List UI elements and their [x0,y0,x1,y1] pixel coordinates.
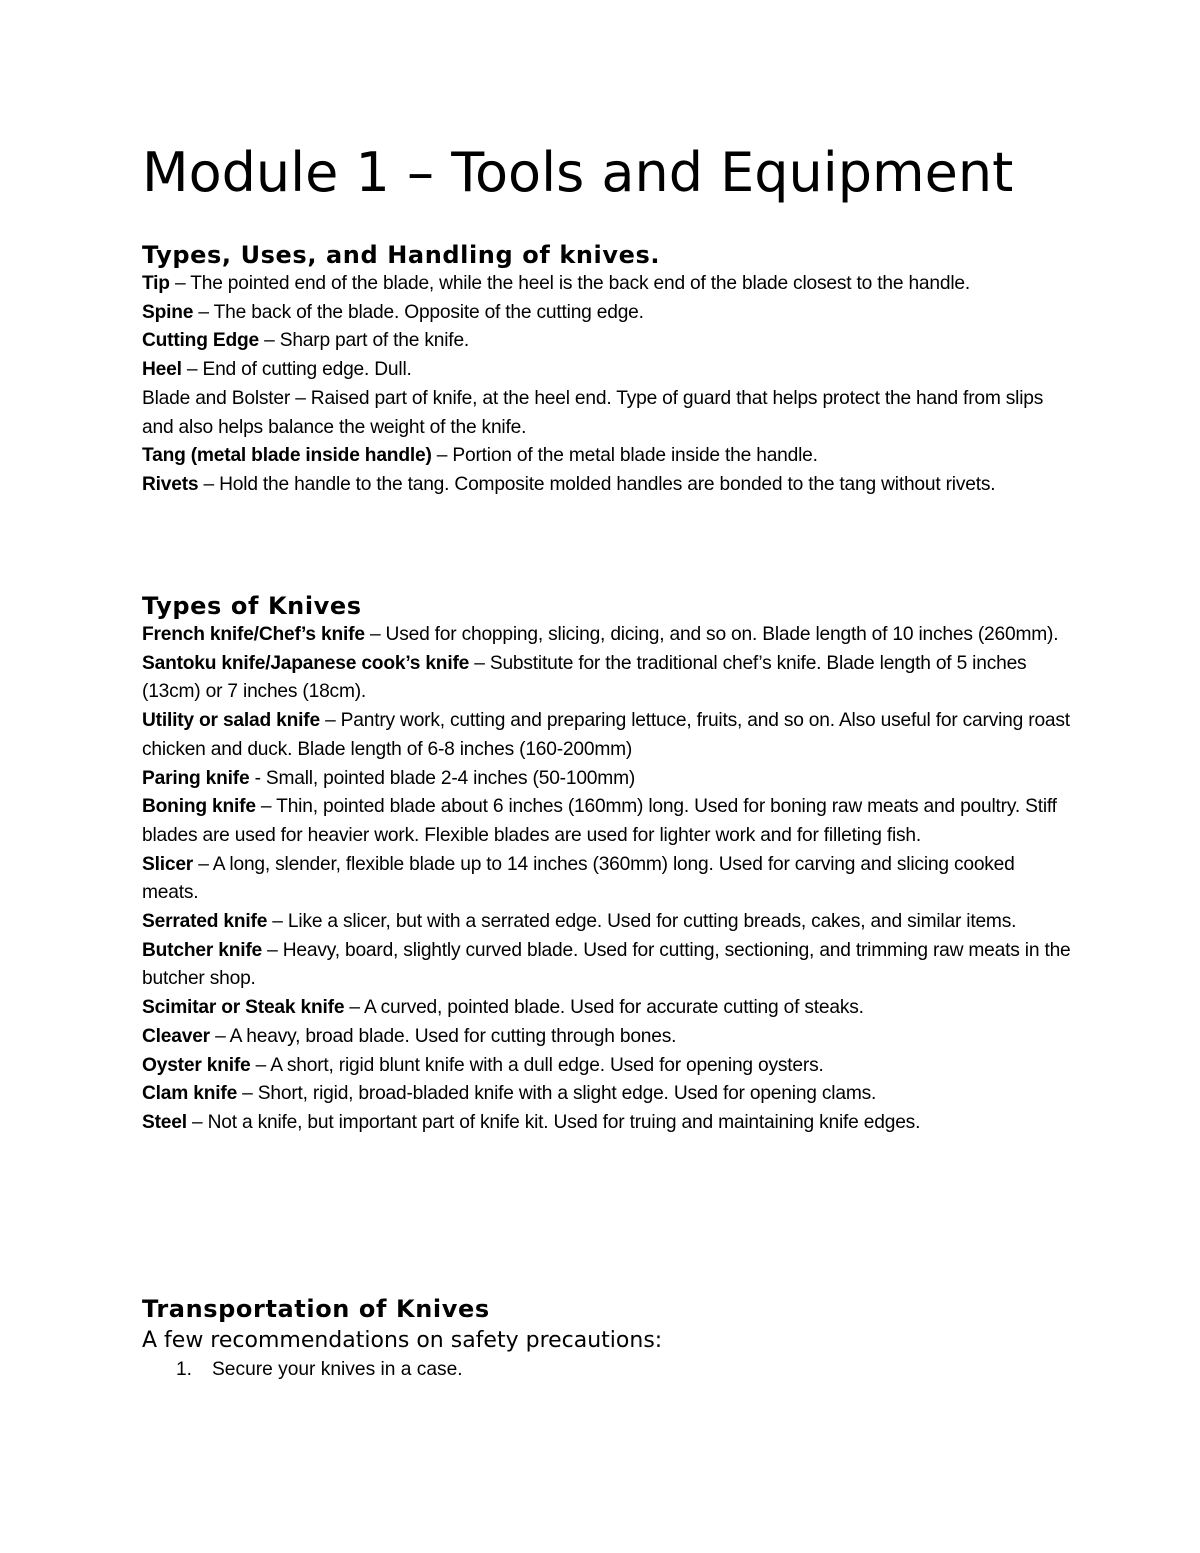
definition-text: – End of cutting edge. Dull. [181,359,412,381]
knife-type-text: – Thin, pointed blade about 6 inches (160mm) long. Used for boning raw meats and poultry. Stiff blades are used for heavier work. Flexible blades are used for lighter work and for filleting fish. [142,796,1057,846]
knife-type-term: Boning knife [142,796,256,818]
definition-term: Spine [142,301,194,323]
anatomy-heading: Types, Uses, and Handling of knives. [142,241,661,269]
definition-text: – Portion of the metal blade inside the handle. [431,445,818,467]
knife-type-item [142,851,1072,908]
knife-type-term: French knife/Chef’s knife [142,624,365,645]
knife-type-text: – Not a knife, but important part of knife kit. Used for truing and maintaining knife edges. [186,1111,921,1133]
knife-type-term: Utility or salad knife [142,710,320,732]
knife-type-item [142,1109,1072,1138]
definition-term: Tang (metal blade inside handle) [142,445,432,467]
knife-type-item [142,707,1072,764]
knife-type-text: – A heavy, broad blade. Used for cutting through bones. [209,1025,677,1047]
definition-text: – Sharp part of the knife. [258,330,470,352]
definition-item [142,270,1072,299]
knife-type-term: Clam knife [142,1083,238,1105]
knife-type-term: Scimitar or Steak knife [142,997,345,1019]
transport-intro: A few recommendations on safety precautions: [142,1328,663,1353]
definition-item [142,471,1072,500]
knife-type-item [142,793,1072,850]
knife-type-text: - Small, pointed blade 2-4 inches (50-100mm) [249,767,636,789]
list-item [142,1356,1072,1385]
knife-type-text: – A curved, pointed blade. Used for accurate cutting of steaks. [344,997,864,1019]
anatomy-list [142,270,1072,500]
definition-item [142,442,1072,471]
knife-type-term: Serrated knife [142,911,268,933]
definition-term: Heel [142,359,182,381]
knife-type-text: – Used for chopping, slicing, dicing, and so on. Blade length of 10 inches (260mm). [364,624,1059,645]
list-text: Secure your knives in a case. [212,1359,463,1380]
types-list [142,621,1072,1138]
knife-type-term: Slicer [142,853,194,875]
page-title: Module 1 – Tools and Equipment [142,141,1014,204]
types-section [142,591,1072,1138]
knife-type-item [142,1052,1072,1081]
knife-type-term: Cleaver [142,1025,210,1047]
knife-type-term: Paring knife [142,767,250,789]
knife-type-item [142,908,1072,937]
knife-type-text: – Like a slicer, but with a serrated edge. Used for cutting breads, cakes, and similar items. [267,911,1017,933]
definition-text: – The pointed end of the blade, while the heel is the back end of the blade closest to the handle. [169,273,970,294]
knife-type-item [142,937,1072,994]
knife-type-item [142,1023,1072,1052]
knife-type-text: – A short, rigid blunt knife with a dull edge. Used for opening oysters. [250,1054,824,1076]
types-heading: Types of Knives [142,592,362,620]
knife-type-text: – Pantry work, cutting and preparing lettuce, fruits, and so on. Also useful for carving roast chicken and duck. Blade length of 6-8 inches (160-200mm) [142,710,1070,760]
knife-type-text: – Heavy, board, slightly curved blade. Used for cutting, sectioning, and trimming raw meats in the butcher shop. [142,939,1071,990]
knife-type-term: Butcher knife [142,939,263,961]
knife-type-text: – A long, slender, flexible blade up to 14 inches (360mm) long. Used for carving and slicing cooked meats. [142,853,1015,904]
anatomy-section [142,240,1072,500]
definition-item [142,327,1072,356]
definition-text: Blade and Bolster – Raised part of knife, at the heel end. Type of guard that helps protect the hand from slips and also helps balance the weight of the knife. [142,387,1044,438]
definition-text: – Hold the handle to the tang. Composite molded handles are bonded to the tang without rivets. [198,473,996,495]
definition-text: – The back of the blade. Opposite of the cutting edge. [193,301,644,323]
knife-type-item [142,994,1072,1023]
knife-type-text: – Short, rigid, broad-bladed knife with a slight edge. Used for opening clams. [237,1083,877,1105]
definition-term: Tip [142,273,170,294]
definition-item [142,299,1072,328]
transport-steps [142,1356,1072,1385]
knife-type-item [142,765,1072,794]
knife-type-term: Steel [142,1111,187,1133]
knife-type-item [142,650,1072,707]
knife-type-item [142,621,1072,650]
knife-type-text: – Substitute for the traditional chef’s knife. Blade length of 5 inches (13cm) or 7 inches (18cm). [142,652,1027,703]
transport-section [142,1294,1072,1385]
transport-heading: Transportation of Knives [142,1295,490,1323]
list-number: 1. [176,1359,193,1380]
knife-type-term: Santoku knife/Japanese cook’s knife [142,652,470,674]
definition-term: Cutting Edge [142,330,259,352]
definition-item [142,356,1072,385]
definition-term: Rivets [142,473,199,495]
knife-type-term: Oyster knife [142,1054,251,1076]
definition-item [142,385,1072,442]
knife-type-item [142,1080,1072,1109]
